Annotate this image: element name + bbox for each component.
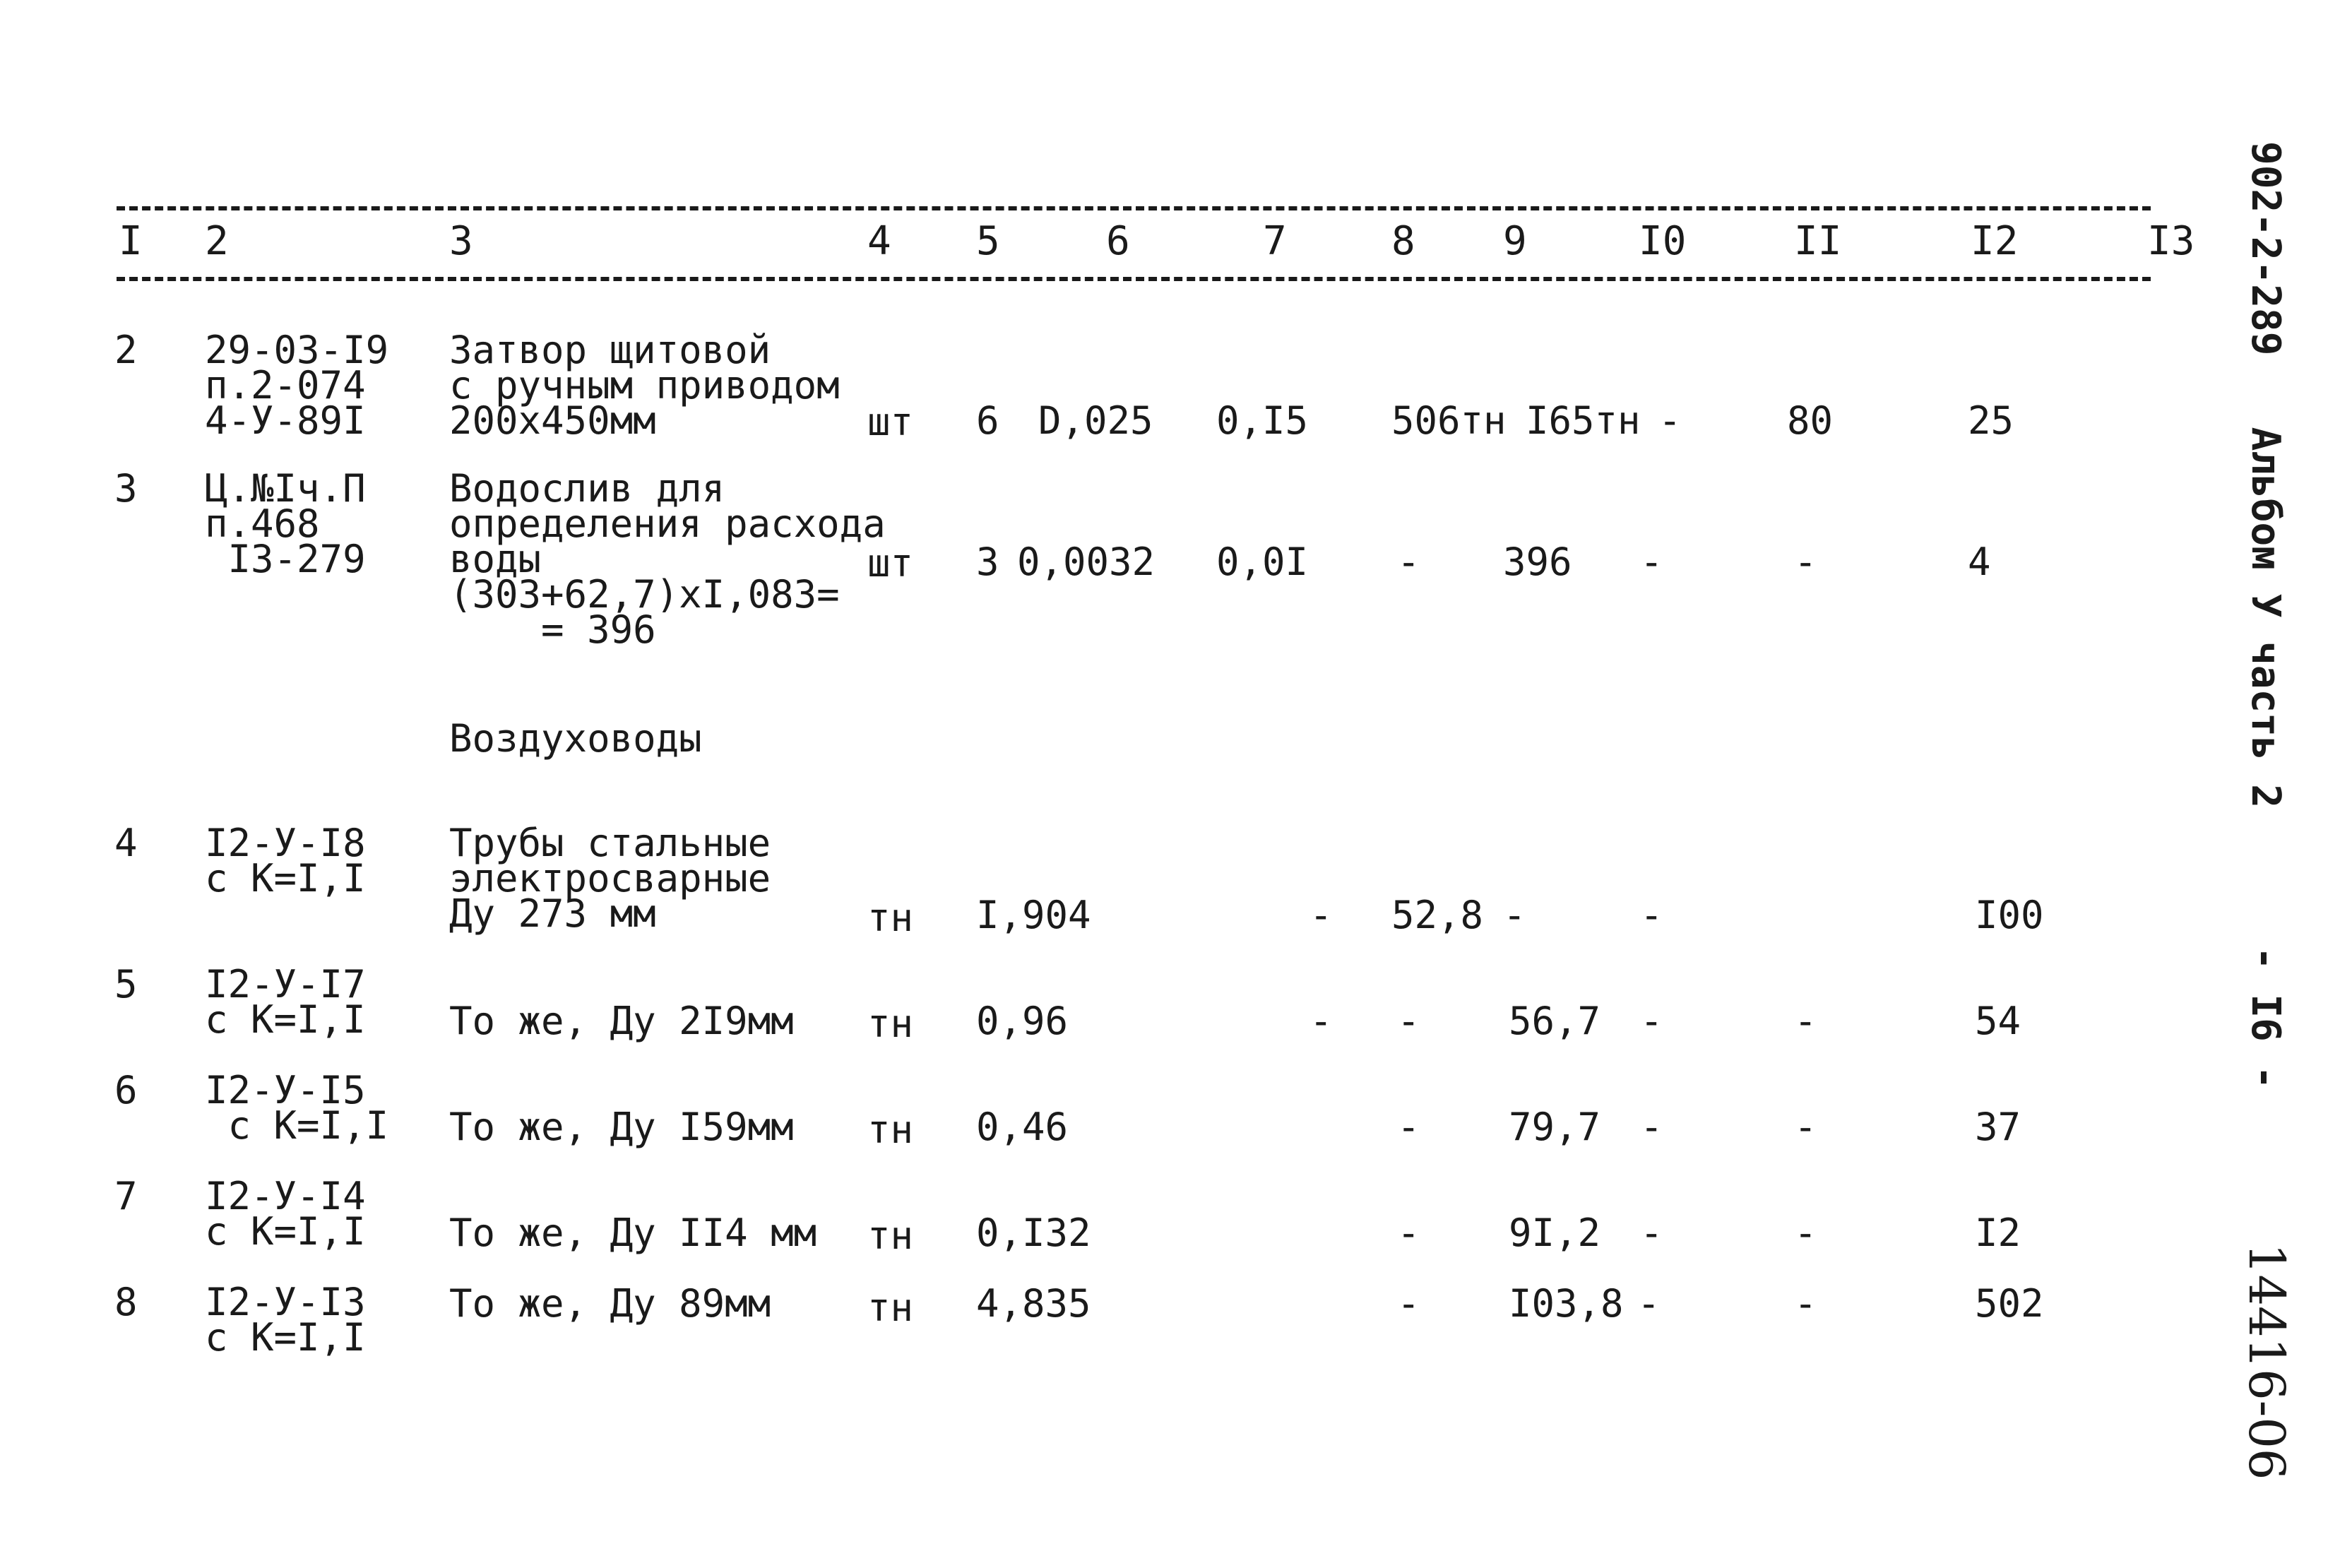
row-desc-line: То же, Ду 89мм: [449, 1281, 771, 1326]
row-col-10: -: [1640, 1105, 1663, 1149]
row-code-line: I2-У-I4: [205, 1174, 366, 1218]
row-col-8: -: [1397, 999, 1420, 1043]
row-col-11: 80: [1787, 398, 1834, 443]
row-desc-line: Водослив для: [449, 466, 725, 511]
row-col-7: 0,I5: [1216, 398, 1309, 443]
row-number: 4: [114, 821, 138, 865]
row-desc-line: То же, Ду II4 мм: [449, 1211, 817, 1255]
row-code-line: с К=I,I: [205, 856, 366, 901]
row-col-9: 56,7: [1509, 999, 1601, 1043]
row-number: 6: [114, 1068, 138, 1112]
row-col-9: I65тн: [1526, 398, 1641, 443]
row-code-line: с К=I,I: [205, 997, 366, 1042]
row-col-9: I03,8: [1509, 1281, 1624, 1326]
header-col-4: 4: [867, 218, 891, 264]
row-number: 2: [114, 328, 138, 372]
row-col-10: -: [1637, 1281, 1661, 1326]
row-col-5: 0,46: [976, 1105, 1069, 1149]
row-unit: тн: [867, 1107, 914, 1152]
header-col-3: 3: [449, 218, 473, 264]
row-col-7: -: [1309, 999, 1333, 1043]
row-unit: тн: [867, 896, 914, 940]
section-heading: Воздуховоды: [449, 716, 702, 761]
header-col-10: I0: [1639, 218, 1687, 264]
row-col-5: 4,835: [976, 1281, 1091, 1326]
row-code-line: 29-03-I9: [205, 328, 389, 372]
header-col-7: 7: [1263, 218, 1287, 264]
row-desc-line: с ручным приводом: [449, 363, 840, 408]
row-col-12: 37: [1975, 1105, 2021, 1149]
row-col-7: 0,0I: [1216, 540, 1309, 584]
header-col-2: 2: [205, 218, 229, 264]
row-code-line: с К=I,I: [205, 1209, 366, 1254]
row-code-line: с К=I,I: [205, 1315, 366, 1360]
row-code-line: I2-У-I3: [205, 1280, 366, 1324]
row-col-12: 502: [1975, 1281, 2044, 1326]
row-unit: шт: [867, 400, 914, 444]
row-col-12: 54: [1975, 999, 2021, 1043]
row-col-5: I,904: [976, 893, 1091, 937]
page-number: - I6 -: [2243, 946, 2288, 1090]
row-col-10: -: [1640, 1211, 1663, 1255]
row-code-line: 4-У-89I: [205, 398, 366, 443]
row-unit: шт: [867, 541, 914, 586]
row-col-8: 52,8: [1391, 893, 1484, 937]
row-col-10: -: [1658, 398, 1682, 443]
row-col-11: -: [1794, 999, 1817, 1043]
row-number: 7: [114, 1174, 138, 1218]
row-code-line: I2-У-I7: [205, 962, 366, 1006]
header-bottom-rule: [117, 277, 2151, 281]
row-col-9: 79,7: [1509, 1105, 1601, 1149]
header-top-rule: [117, 206, 2151, 210]
row-code-line: п.468: [205, 501, 320, 546]
row-col-10: -: [1640, 893, 1663, 937]
row-code-line: с К=I,I: [205, 1103, 389, 1148]
row-code-line: Ц.№Iч.П: [205, 466, 366, 511]
row-unit: тн: [867, 1002, 914, 1046]
row-col-9: 9I,2: [1509, 1211, 1601, 1255]
row-col-12: 25: [1968, 398, 2014, 443]
row-col-12: I00: [1975, 893, 2044, 937]
row-col-8: 506тн: [1391, 398, 1507, 443]
row-code-line: п.2-074: [205, 363, 366, 408]
row-col-12: 4: [1968, 540, 1991, 584]
row-col-11: -: [1794, 540, 1817, 584]
row-col-5: 0,I32: [976, 1211, 1091, 1255]
row-col-6: 0,0032: [1017, 540, 1156, 584]
row-number: 5: [114, 962, 138, 1006]
row-number: 3: [114, 466, 138, 511]
header-col-1: I: [119, 218, 143, 264]
row-desc-line: воды: [449, 537, 542, 581]
row-col-7: -: [1309, 893, 1333, 937]
row-col-8: -: [1397, 1211, 1420, 1255]
row-unit: тн: [867, 1285, 914, 1330]
header-col-11: II: [1794, 218, 1842, 264]
row-col-9: -: [1503, 893, 1526, 937]
row-col-12: I2: [1975, 1211, 2021, 1255]
header-col-6: 6: [1106, 218, 1130, 264]
row-desc-line: Затвор щитовой: [449, 328, 771, 372]
row-col-10: -: [1640, 999, 1663, 1043]
header-col-9: 9: [1503, 218, 1527, 264]
row-col-5: 0,96: [976, 999, 1069, 1043]
row-desc-line: (303+62,7)хI,083=: [449, 572, 840, 617]
row-desc-line: определения расхода: [449, 501, 886, 546]
row-col-8: -: [1397, 1105, 1420, 1149]
row-col-9: 396: [1503, 540, 1572, 584]
album-label: 902-2-289 Альбом У часть 2: [2243, 141, 2288, 809]
row-col-5: 3: [976, 540, 999, 584]
row-unit: тн: [867, 1213, 914, 1258]
row-col-11: -: [1794, 1281, 1817, 1326]
row-desc-line: электросварные: [449, 856, 771, 901]
row-col-8: -: [1397, 1281, 1420, 1326]
row-code-line: I3-279: [205, 537, 366, 581]
row-desc-line: 200х450мм: [449, 398, 656, 443]
row-number: 8: [114, 1280, 138, 1324]
header-col-8: 8: [1391, 218, 1415, 264]
row-col-10: -: [1640, 540, 1663, 584]
row-code-line: I2-У-I8: [205, 821, 366, 865]
handwritten-number: 14416-06: [2238, 1243, 2295, 1480]
row-col-6: D,025: [1038, 398, 1153, 443]
row-desc-line: Трубы стальные: [449, 821, 771, 865]
row-code-line: I2-У-I5: [205, 1068, 366, 1112]
row-col-11: -: [1794, 1105, 1817, 1149]
row-desc-line: Ду 273 мм: [449, 891, 656, 936]
header-col-13: I3: [2147, 218, 2195, 264]
row-desc-line: То же, Ду 2I9мм: [449, 999, 794, 1043]
row-col-11: -: [1794, 1211, 1817, 1255]
row-col-8: -: [1397, 540, 1420, 584]
header-col-5: 5: [976, 218, 1000, 264]
header-col-12: I2: [1971, 218, 2019, 264]
row-col-5: 6: [976, 398, 999, 443]
row-desc-line: То же, Ду I59мм: [449, 1105, 794, 1149]
row-desc-line: = 396: [449, 607, 656, 652]
